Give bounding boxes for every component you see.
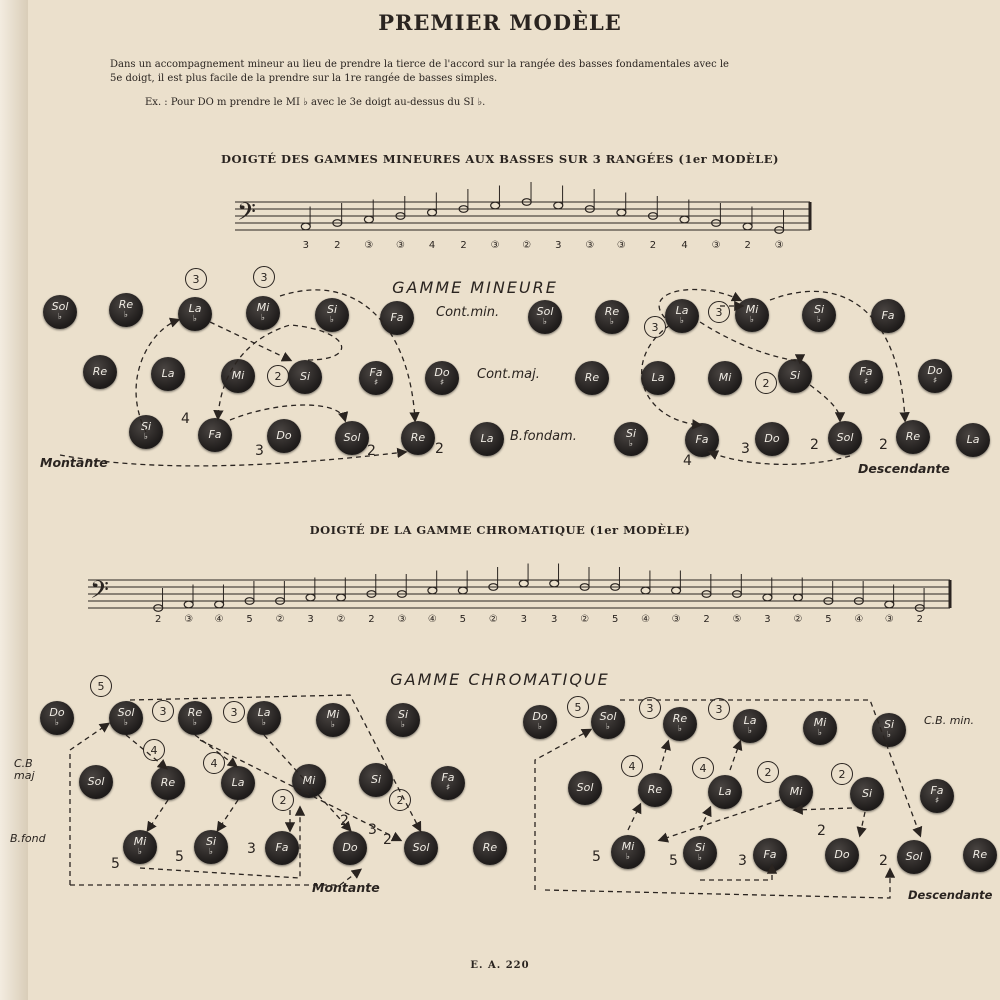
- staff-fingering-number: ③: [490, 240, 500, 251]
- button-note-name: Sol: [412, 841, 430, 854]
- button-note-name: Mi: [326, 708, 340, 721]
- staff-fingering-number: ③: [397, 614, 407, 625]
- staff-fingering-number: 3: [302, 240, 309, 251]
- button-note-name: Do: [927, 364, 943, 377]
- button-note-name: Si: [789, 369, 801, 382]
- circled-fingering: 2: [757, 761, 779, 783]
- staff-fingering-number: 2: [744, 240, 751, 251]
- button-note-name: Sol: [117, 706, 135, 719]
- button-accidental: ♭: [400, 720, 405, 730]
- button-accidental: ♯: [373, 378, 379, 388]
- staff-fingering-number: 5: [611, 614, 619, 625]
- staff-fingering-number: ③: [395, 240, 405, 251]
- circled-fingering: 3: [185, 268, 207, 290]
- button-note-name: Fa: [763, 848, 777, 861]
- staff-fingering-number: ④: [641, 614, 651, 625]
- staff-fingering-number: 4: [428, 240, 436, 251]
- circled-fingering: 3: [223, 701, 245, 723]
- finger-number: 5: [669, 853, 678, 869]
- button-note-name: Fa: [275, 841, 289, 854]
- button-note-name: Si: [861, 787, 873, 800]
- button-note-name: Sol: [576, 781, 594, 794]
- button-note-name: Mi: [231, 369, 245, 382]
- button-accidental: ♭: [817, 728, 822, 738]
- button-note-name: Fa: [441, 771, 455, 784]
- staff-fingering-number: ④: [427, 614, 437, 625]
- button-note-name: La: [675, 304, 689, 317]
- button-note-name: La: [966, 433, 980, 446]
- finger-number: 2: [879, 437, 888, 453]
- button-accidental: ♭: [143, 432, 148, 442]
- fingering-path: [700, 866, 772, 880]
- finger-number: 2: [879, 853, 888, 869]
- button-note-name: Si: [326, 303, 338, 316]
- button-note-name: Do: [434, 366, 450, 379]
- button-accidental: ♭: [609, 317, 614, 327]
- fingering-path: [628, 805, 640, 830]
- button-note-name: Mi: [745, 303, 759, 316]
- staff-fingering-number: ③: [184, 614, 194, 625]
- button-note-name: Mi: [621, 840, 635, 853]
- button-accidental: ♭: [749, 315, 754, 325]
- staff-fingering-number: ②: [275, 614, 285, 625]
- button-note-name: Re: [672, 712, 688, 725]
- button-note-name: La: [257, 706, 271, 719]
- label-cont-maj: Cont.maj.: [477, 367, 540, 382]
- button-note-name: Re: [584, 371, 600, 384]
- button-accidental: ♭: [747, 726, 752, 736]
- staff-fingering-number: 3: [551, 614, 558, 625]
- button-note-name: La: [480, 432, 494, 445]
- button-note-name: La: [743, 714, 757, 727]
- circled-fingering: 3: [253, 266, 275, 288]
- bass-clef: 𝄢: [237, 197, 256, 232]
- staff-fingering-number: 5: [459, 614, 467, 625]
- staff-fingering-number: 2: [649, 240, 657, 251]
- staff-fingering-number: 3: [307, 614, 314, 625]
- chromatic-scale-diagram-title: GAMME CHROMATIQUE: [390, 670, 610, 689]
- button-accidental: ♭: [542, 317, 547, 327]
- button-accidental: ♭: [330, 720, 335, 730]
- circled-fingering: 4: [621, 755, 643, 777]
- button-note-name: Re: [972, 848, 988, 861]
- button-note-name: Do: [49, 706, 65, 719]
- intro-line-1: Dans un accompagnement mineur au lieu de prendre la tierce de l'accord sur la rangée des basses fondamentales avec le: [110, 59, 729, 70]
- button-accidental: ♭: [625, 852, 630, 862]
- button-note-name: Do: [764, 432, 780, 445]
- label-cont-min: Cont.min.: [436, 305, 500, 320]
- button-note-name: Mi: [302, 774, 316, 787]
- button-note-name: Si: [205, 835, 217, 848]
- button-note-name: Si: [813, 303, 825, 316]
- circled-fingering: 4: [143, 739, 165, 761]
- circled-fingering: 2: [267, 365, 289, 387]
- fingering-path: [218, 800, 238, 830]
- button-note-name: La: [161, 367, 175, 380]
- staff-fingering-number: 3: [764, 614, 771, 625]
- button-accidental: ♭: [192, 718, 197, 728]
- fingering-path: [264, 735, 350, 830]
- fingering-path: [860, 812, 865, 835]
- staff-fingering-number: 5: [825, 614, 832, 625]
- button-note-name: Sol: [905, 850, 923, 863]
- circled-fingering: 4: [203, 752, 225, 774]
- button-note-name: Fa: [859, 365, 873, 378]
- staff-fingering-number: 5: [246, 614, 253, 625]
- finger-number: 3: [738, 853, 747, 869]
- button-note-name: La: [651, 371, 665, 384]
- circled-fingering: 2: [389, 789, 411, 811]
- button-note-name: Si: [299, 370, 311, 383]
- finger-number: 2: [435, 441, 444, 457]
- button-accidental: ♯: [934, 796, 940, 806]
- fingering-path: [810, 385, 840, 420]
- button-note-name: Re: [118, 298, 134, 311]
- button-note-name: Mi: [256, 301, 270, 314]
- label-b-fondam: B.fondam.: [510, 429, 577, 444]
- minor-scale-diagram-title: GAMME MINEURE: [392, 278, 558, 297]
- button-note-name: Re: [604, 305, 620, 318]
- button-note-name: Sol: [536, 305, 554, 318]
- button-accidental: ♭: [260, 313, 265, 323]
- descending-path: [710, 452, 850, 464]
- circled-fingering: 2: [755, 372, 777, 394]
- button-note-name: Re: [160, 776, 176, 789]
- finger-number: 2: [367, 443, 376, 459]
- staff-fingering-number: ②: [793, 614, 803, 625]
- button-note-name: La: [188, 302, 202, 315]
- finger-number: 3: [255, 443, 264, 459]
- finger-number: 2: [810, 437, 819, 453]
- finger-number: 4: [683, 453, 692, 469]
- button-accidental: ♭: [208, 847, 213, 857]
- staff-fingering-number: 2: [155, 614, 162, 625]
- button-accidental: ♭: [537, 722, 542, 732]
- finger-number: 3: [741, 441, 750, 457]
- fingering-path: [545, 870, 890, 898]
- fingering-path: [700, 322, 800, 362]
- staff-fingering-number: ③: [616, 240, 626, 251]
- direction-ascending: Montante: [40, 455, 108, 470]
- fingering-path: [660, 742, 668, 770]
- finger-number: 2: [817, 823, 826, 839]
- button-accidental: ♭: [628, 439, 633, 449]
- chromatic-direction-descending: Descendante: [908, 888, 993, 902]
- button-note-name: Sol: [87, 775, 105, 788]
- button-note-name: Fa: [369, 366, 383, 379]
- button-note-name: Fa: [208, 428, 222, 441]
- circled-fingering: 3: [152, 700, 174, 722]
- fingering-path: [136, 320, 178, 432]
- button-accidental: ♯: [445, 783, 451, 793]
- staff-fingering-number: 2: [460, 240, 467, 251]
- label-cb-maj: C.B maj: [14, 757, 35, 782]
- finger-number: 4: [181, 411, 190, 427]
- staff-fingering-number: ②: [488, 614, 498, 625]
- button-accidental: ♭: [886, 730, 891, 740]
- button-note-name: Sol: [836, 431, 854, 444]
- button-accidental: ♭: [677, 724, 682, 734]
- chromatic-descending-path: [535, 730, 590, 890]
- staff-fingering-number: ③: [671, 614, 681, 625]
- circled-fingering: 5: [90, 675, 112, 697]
- button-note-name: Mi: [813, 716, 827, 729]
- button-note-name: Si: [370, 773, 382, 786]
- intro-line-2: 5e doigt, il est plus facile de la prendre sur la 1re rangée de basses simples.: [110, 73, 498, 84]
- staff-fingering-number: 2: [368, 614, 375, 625]
- button-note-name: Sol: [599, 710, 617, 723]
- button-note-name: Re: [905, 430, 921, 443]
- button-note-name: Re: [410, 431, 426, 444]
- button-note-name: Fa: [881, 309, 895, 322]
- label-cb-min: C.B. min.: [924, 714, 974, 727]
- button-note-name: Do: [276, 429, 292, 442]
- button-note-name: Sol: [343, 431, 361, 444]
- ascending-path: [60, 452, 405, 466]
- button-accidental: ♭: [123, 718, 128, 728]
- staff-fingering-number: ④: [854, 614, 864, 625]
- staff-fingering-number: ③: [364, 240, 374, 251]
- button-accidental: ♭: [329, 315, 334, 325]
- fingering-path: [230, 405, 345, 420]
- chromatic-ascending-path: [70, 724, 108, 885]
- button-note-name: Mi: [718, 371, 732, 384]
- button-note-name: La: [231, 776, 245, 789]
- plate-number: E. A. 220: [470, 960, 530, 971]
- fingering-path: [642, 325, 700, 425]
- button-note-name: Sol: [51, 300, 69, 313]
- staff-fingering-number: ③: [711, 240, 721, 251]
- staff-fingering-number: ⑤: [732, 614, 742, 625]
- button-note-name: Si: [140, 420, 152, 433]
- staff-fingering-number: ②: [336, 614, 346, 625]
- button-note-name: Re: [482, 841, 498, 854]
- staff-fingering-number: 2: [916, 614, 923, 625]
- finger-number: 2: [383, 832, 392, 848]
- staff-fingering-number: 3: [520, 614, 527, 625]
- button-accidental: ♭: [261, 718, 266, 728]
- fingering-path: [130, 695, 420, 830]
- button-accidental: ♭: [192, 314, 197, 324]
- finger-number: 5: [175, 849, 184, 865]
- staff-fingering-number: 3: [555, 240, 562, 251]
- button-accidental: ♭: [697, 853, 702, 863]
- circled-fingering: 3: [644, 316, 666, 338]
- button-note-name: Si: [625, 427, 637, 440]
- bass-clef: 𝄢: [90, 575, 109, 610]
- button-accidental: ♯: [932, 376, 938, 386]
- circled-fingering: 2: [831, 763, 853, 785]
- circled-fingering: 3: [708, 698, 730, 720]
- button-accidental: ♭: [137, 847, 142, 857]
- button-note-name: Do: [342, 841, 358, 854]
- staff-fingering-number: ②: [522, 240, 532, 251]
- finger-number: 2: [340, 813, 349, 829]
- label-b-fond: B.fond: [10, 832, 46, 845]
- button-note-name: Re: [187, 706, 203, 719]
- staff-fingering-number: ③: [774, 240, 784, 251]
- finger-number: 3: [368, 822, 377, 838]
- button-accidental: ♭: [816, 315, 821, 325]
- button-accidental: ♭: [57, 312, 62, 322]
- button-note-name: Si: [883, 718, 895, 731]
- circled-fingering: 5: [567, 696, 589, 718]
- section2-heading: DOIGTÉ DE LA GAMME CHROMATIQUE (1er MODÈLE): [309, 523, 691, 537]
- page-title: PREMIER MODÈLE: [378, 10, 622, 35]
- button-accidental: ♯: [439, 378, 445, 388]
- section1-heading: DOIGTÉ DES GAMMES MINEURES AUX BASSES SUR 3 RANGÉES (1er MODÈLE): [221, 152, 779, 166]
- button-note-name: Si: [694, 841, 706, 854]
- fingering-path: [148, 800, 168, 830]
- button-accidental: ♭: [605, 722, 610, 732]
- button-note-name: Fa: [390, 311, 404, 324]
- fingering-path: [660, 800, 780, 840]
- button-accidental: ♭: [54, 718, 59, 728]
- intro-example: Ex. : Pour DO m prendre le MI ♭ avec le 3e doigt au-dessus du SI ♭.: [145, 97, 486, 108]
- circled-fingering: 2: [272, 789, 294, 811]
- button-note-name: Do: [532, 710, 548, 723]
- fingering-path: [137, 808, 300, 878]
- button-note-name: Mi: [789, 785, 803, 798]
- fingering-path: [730, 742, 740, 770]
- button-accidental: ♯: [863, 377, 869, 387]
- staff-fingering-number: 2: [334, 240, 341, 251]
- staff-fingering-number: 4: [681, 240, 688, 251]
- button-note-name: La: [718, 785, 732, 798]
- staff-fingering-number: ④: [214, 614, 224, 625]
- staff-fingering-number: ②: [580, 614, 590, 625]
- finger-number: 5: [111, 856, 120, 872]
- button-note-name: Mi: [133, 835, 147, 848]
- button-accidental: ♭: [679, 316, 684, 326]
- button-note-name: Fa: [930, 784, 944, 797]
- circled-fingering: 3: [708, 301, 730, 323]
- direction-descending: Descendante: [858, 461, 950, 476]
- button-note-name: Re: [92, 365, 108, 378]
- fingering-path: [210, 322, 290, 360]
- button-note-name: Re: [647, 783, 663, 796]
- fingering-path: [795, 808, 852, 810]
- staff-fingering-number: 2: [703, 614, 710, 625]
- finger-number: 3: [247, 841, 256, 857]
- circled-fingering: 4: [692, 757, 714, 779]
- finger-number: 5: [592, 849, 601, 865]
- button-note-name: Fa: [695, 433, 709, 446]
- button-accidental: ♭: [123, 310, 128, 320]
- button-note-name: Si: [397, 708, 409, 721]
- chromatic-direction-ascending: Montante: [312, 880, 380, 895]
- circled-fingering: 3: [639, 697, 661, 719]
- fingering-path: [770, 291, 905, 420]
- fingering-path: [280, 290, 415, 420]
- staff-fingering-number: ③: [884, 614, 894, 625]
- staff-fingering-number: ③: [585, 240, 595, 251]
- button-note-name: Do: [834, 848, 850, 861]
